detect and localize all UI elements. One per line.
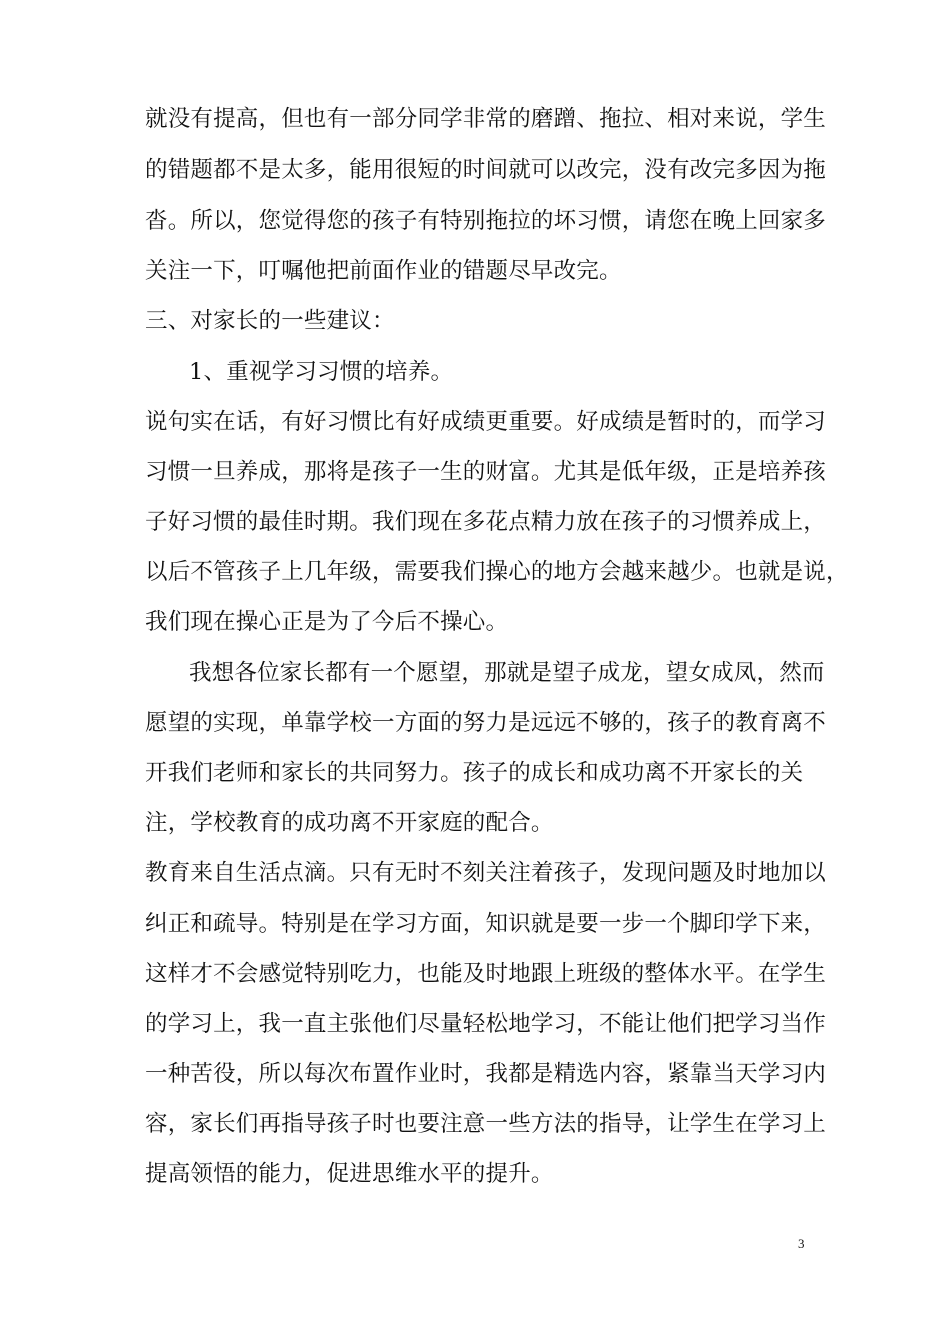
text-line: 开我们老师和家长的共同努力。孩子的成长和成功离不开家长的关 <box>145 760 804 786</box>
text-line: 愿望的实现，单靠学校一方面的努力是远远不够的，孩子的教育离不 <box>145 710 827 736</box>
text-line: 沓。所以，您觉得您的孩子有特别拖拉的坏习惯，请您在晚上回家多 <box>145 208 827 234</box>
text-line: 容，家长们再指导孩子时也要注意一些方法的指导，让学生在学习上 <box>145 1111 827 1137</box>
text-line: 习惯一旦养成，那将是孩子一生的财富。尤其是低年级，正是培养孩 <box>145 459 827 485</box>
text-line: 纠正和疏导。特别是在学习方面，知识就是要一步一个脚印学下来， <box>145 911 827 937</box>
subsection-heading: 1、重视学习习惯的培养。 <box>189 359 454 385</box>
text-line: 这样才不会感觉特别吃力，也能及时地跟上班级的整体水平。在学生 <box>145 961 827 987</box>
text-line: 说句实在话，有好习惯比有好成绩更重要。好成绩是暂时的，而学习 <box>145 409 827 435</box>
text-line: 就没有提高，但也有一部分同学非常的磨蹭、拖拉、相对来说，学生 <box>145 106 827 132</box>
text-line: 以后不管孩子上几年级，需要我们操心的地方会越来越少。也就是说， <box>145 559 849 585</box>
text-line: 子好习惯的最佳时期。我们现在多花点精力放在孩子的习惯养成上， <box>145 509 827 535</box>
text-line: 的学习上，我一直主张他们尽量轻松地学习，不能让他们把学习当作 <box>145 1011 827 1037</box>
text-line: 教育来自生活点滴。只有无时不刻关注着孩子，发现问题及时地加以 <box>145 860 827 886</box>
text-line: 的错题都不是太多，能用很短的时间就可以改完，没有改完多因为拖 <box>145 157 827 183</box>
text-line: 我想各位家长都有一个愿望，那就是望子成龙，望女成凤，然而 <box>189 660 825 686</box>
page-number: 3 <box>798 1236 805 1251</box>
text-line: 注，学校教育的成功离不开家庭的配合。 <box>145 810 554 836</box>
text-line: 我们现在操心正是为了今后不操心。 <box>145 609 509 635</box>
text-line: 提高领悟的能力，促进思维水平的提升。 <box>145 1161 554 1187</box>
text-line: 关注一下，叮嘱他把前面作业的错题尽早改完。 <box>145 258 622 284</box>
text-line: 一种苦役，所以每次布置作业时，我都是精选内容，紧靠当天学习内 <box>145 1061 827 1087</box>
section-heading: 三、对家长的一些建议： <box>145 308 395 334</box>
